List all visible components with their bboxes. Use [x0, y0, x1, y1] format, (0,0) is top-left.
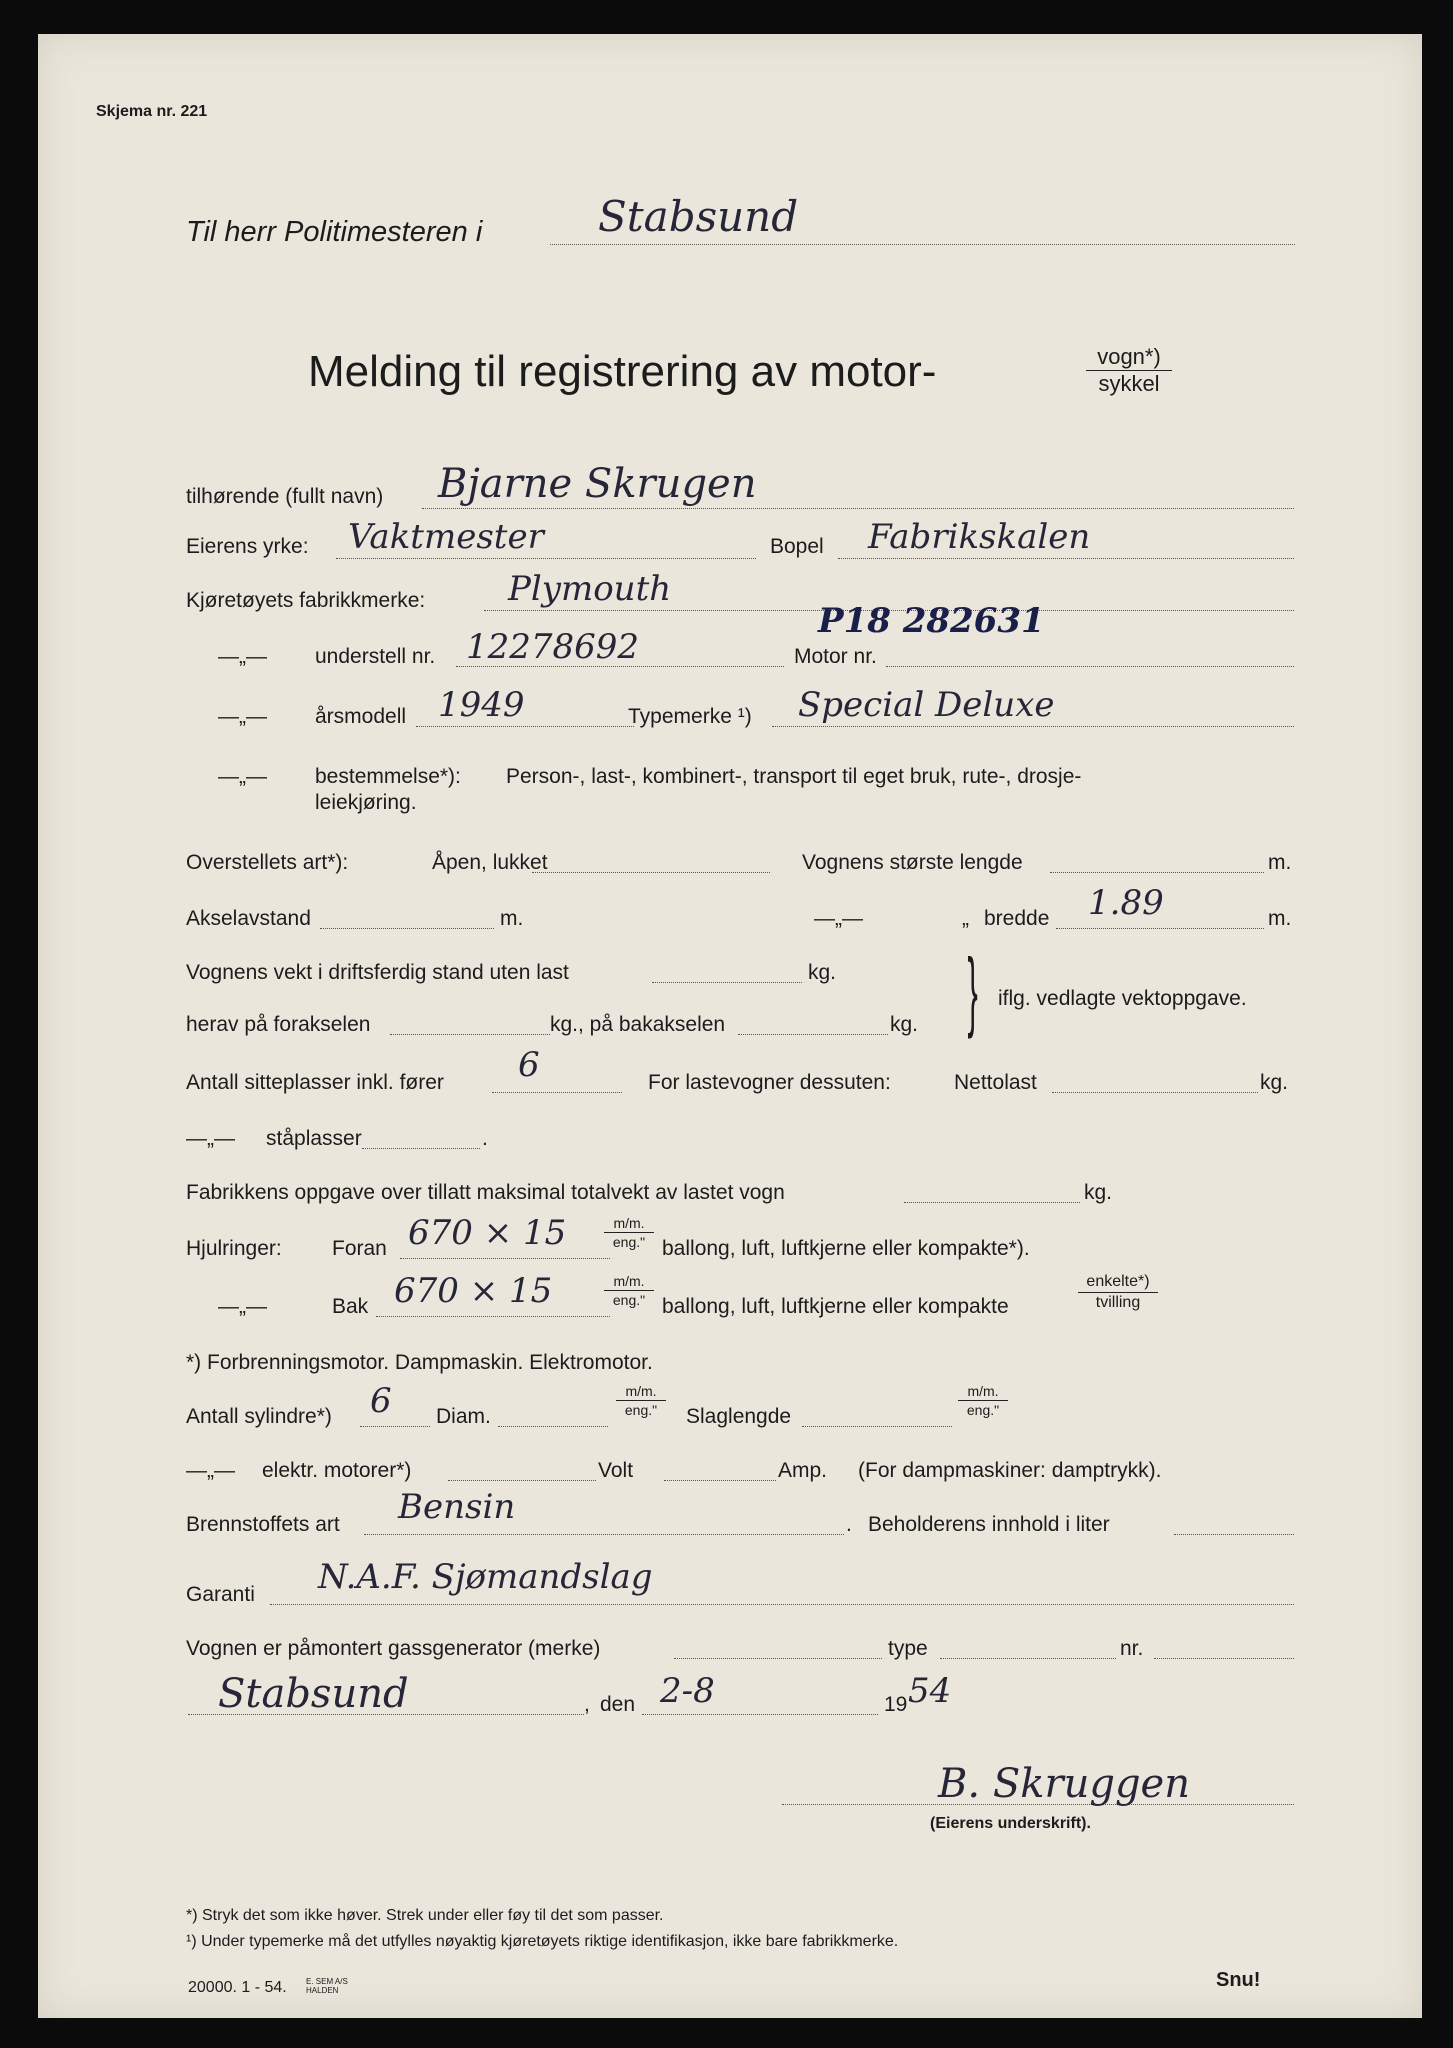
owner-name-label: tilhørende (fullt navn) [186, 485, 384, 508]
ditto-mark: —„— [814, 907, 863, 930]
weight-unit: kg. [808, 961, 837, 984]
signature-value[interactable]: B. Skruggen [938, 1761, 1190, 1807]
rear-axle-label: kg., på bakakselen [550, 1013, 726, 1036]
weight-label: Vognens vekt i driftsferdig stand uten last [186, 961, 569, 984]
warranty-line [270, 1604, 1294, 1605]
body-line [532, 872, 770, 873]
footnote-1: *) Stryk det som ikke høver. Strek under eller føy til det som passer. [186, 1907, 664, 1924]
tires-label: Hjulringer: [186, 1237, 282, 1260]
make-label: Kjøretøyets fabrikkmerke: [186, 589, 426, 612]
stroke-line [802, 1426, 952, 1427]
year-line [416, 726, 634, 727]
front-axle-line [390, 1034, 550, 1035]
bore-unit: m/m. eng." [616, 1384, 666, 1417]
max-weight-unit: kg. [1084, 1181, 1113, 1204]
addressee-label: Til herr Politimesteren i [186, 216, 483, 248]
netload-line [1052, 1092, 1258, 1093]
weight-line [652, 982, 802, 983]
tires-single-twin: enkelte*) tvilling [1078, 1274, 1158, 1311]
addressee-line [550, 244, 1295, 245]
body-options: Åpen, lukket [432, 851, 548, 874]
warranty-label: Garanti [186, 1583, 255, 1606]
ditto-mark: —„— [186, 1459, 235, 1482]
page-title: Melding til registrering av motor- [308, 347, 937, 396]
width-label: bredde [984, 907, 1050, 930]
purpose-options: Person-, last-, kombinert-, transport til eget bruk, rute-, drosje- [506, 765, 1082, 788]
purpose-options-cont: leiekjøring. [315, 791, 417, 814]
tires-rear-unit: m/m. eng." [604, 1274, 654, 1307]
width-value[interactable]: 1.89 [1088, 883, 1164, 923]
rear-axle-unit: kg. [890, 1013, 919, 1036]
gas-line [674, 1658, 882, 1659]
standing-line [362, 1148, 480, 1149]
date-year-prefix: 19 [884, 1693, 908, 1716]
steam-label: (For dampmaskiner: damptrykk). [858, 1459, 1162, 1482]
date-value[interactable]: 2-8 [660, 1671, 715, 1711]
standing-label: ståplasser [266, 1127, 362, 1150]
volt-line [664, 1480, 776, 1481]
place-value[interactable]: Stabsund [218, 1671, 409, 1717]
addressee-value[interactable]: Stabsund [598, 192, 799, 241]
owner-name-value[interactable]: Bjarne Skrugen [438, 461, 757, 507]
weight-brace: } [967, 940, 978, 1039]
chassis-label: understell nr. [315, 645, 436, 668]
print-info: 20000. 1 - 54. [188, 1979, 287, 1996]
gas-label: Vognen er påmontert gassgenerator (merke) [186, 1637, 601, 1660]
date-line [642, 1714, 878, 1715]
make-value[interactable]: Plymouth [508, 569, 672, 609]
date-year-suffix[interactable]: 54 [908, 1671, 952, 1711]
front-axle-label: herav på forakselen [186, 1013, 371, 1036]
ditto-mark: —„— [218, 1295, 267, 1318]
tires-front-types: ballong, luft, luftkjerne eller kompakte*). [662, 1237, 1030, 1260]
seats-label: Antall sitteplasser inkl. fører [186, 1071, 444, 1094]
bore-label: Diam. [436, 1405, 491, 1428]
cylinders-line [360, 1426, 430, 1427]
year-value[interactable]: 1949 [438, 685, 525, 725]
ditto-mark: —„— [218, 765, 267, 788]
occupation-label: Eierens yrke: [186, 535, 309, 558]
gas-nr-label: nr. [1120, 1637, 1144, 1660]
electric-line [448, 1480, 596, 1481]
bore-line [498, 1426, 608, 1427]
rear-axle-line [738, 1034, 888, 1035]
residence-label: Bopel [770, 535, 824, 558]
residence-line [838, 558, 1294, 559]
form-sheet [38, 34, 1422, 2018]
weight-note: iflg. vedlagte vektoppgave. [998, 987, 1247, 1010]
place-comma: , [584, 1693, 590, 1716]
owner-name-line [422, 508, 1294, 509]
length-line [1050, 872, 1264, 873]
body-label: Overstellets art*): [186, 851, 349, 874]
tires-rear-value[interactable]: 670 × 15 [394, 1271, 553, 1311]
tires-front-label: Foran [332, 1237, 387, 1260]
fuel-line [364, 1534, 844, 1535]
gas-nr-line [1154, 1658, 1294, 1659]
width-ditto: „ [962, 907, 969, 930]
length-unit: m. [1268, 851, 1292, 874]
netload-unit: kg. [1260, 1071, 1289, 1094]
motor-value[interactable]: P18 282631 [818, 601, 1045, 641]
width-line [1056, 928, 1264, 929]
amp-label: Amp. [778, 1459, 828, 1482]
cylinders-value[interactable]: 6 [370, 1381, 392, 1421]
seats-line [492, 1092, 622, 1093]
wheelbase-unit: m. [500, 907, 524, 930]
tires-rear-line [376, 1316, 610, 1317]
chassis-value[interactable]: 12278692 [466, 627, 640, 667]
turn-over-note: Snu! [1216, 1969, 1261, 1991]
type-label: Typemerke ¹) [628, 705, 752, 728]
ditto-mark: —„— [218, 645, 267, 668]
purpose-label: bestemmelse*): [315, 765, 461, 788]
type-line [772, 726, 1294, 727]
cylinders-label: Antall sylindre*) [186, 1405, 332, 1428]
width-unit: m. [1268, 907, 1292, 930]
signature-label: (Eierens underskrift). [930, 1815, 1091, 1832]
netload-label: Nettolast [954, 1071, 1037, 1094]
truck-label: For lastevogner dessuten: [648, 1071, 891, 1094]
ditto-mark: —„— [218, 705, 267, 728]
fuel-label: Brennstoffets art [186, 1513, 340, 1536]
tires-front-line [400, 1258, 610, 1259]
stroke-label: Slaglengde [686, 1405, 792, 1428]
tank-label: Beholderens innhold i liter [868, 1513, 1110, 1536]
year-label: årsmodell [315, 705, 407, 728]
residence-value[interactable]: Fabrikskalen [868, 517, 1091, 557]
standing-period: . [482, 1127, 488, 1150]
fuel-period: . [846, 1513, 852, 1536]
footnote-2: ¹) Under typemerke må det utfylles nøyaktig kjøretøyets riktige identifikasjon, ikke bare fabrikkmerke. [186, 1933, 899, 1950]
stroke-unit: m/m. eng." [958, 1384, 1008, 1417]
gas-type-label: type [888, 1637, 928, 1660]
type-value[interactable]: Special Deluxe [798, 685, 1055, 725]
date-label: den [600, 1693, 636, 1716]
volt-label: Volt [598, 1459, 634, 1482]
printer-mark: E. SEM A/S HALDEN [306, 1977, 348, 1995]
seats-value[interactable]: 6 [518, 1045, 540, 1085]
form-id: Skjema nr. 221 [96, 103, 208, 120]
wheelbase-label: Akselavstand [186, 907, 311, 930]
max-weight-label: Fabrikkens oppgave over tillatt maksimal totalvekt av lastet vogn [186, 1181, 785, 1204]
electric-label: elektr. motorer*) [262, 1459, 412, 1482]
fuel-value[interactable]: Bensin [398, 1487, 516, 1527]
max-weight-line [904, 1202, 1080, 1203]
length-label: Vognens største lengde [802, 851, 1023, 874]
motor-line [886, 666, 1294, 667]
tires-front-unit: m/m. eng." [604, 1216, 654, 1249]
title-fraction: vogn*) sykkel [1086, 346, 1172, 395]
motor-label: Motor nr. [794, 645, 877, 668]
tank-line [1174, 1534, 1294, 1535]
engine-types: *) Forbrenningsmotor. Dampmaskin. Elektromotor. [186, 1351, 653, 1374]
wheelbase-line [320, 928, 494, 929]
tires-rear-label: Bak [332, 1295, 369, 1318]
warranty-value[interactable]: N.A.F. Sjømandslag [318, 1557, 653, 1597]
tires-rear-types: ballong, luft, luftkjerne eller kompakte [662, 1295, 1009, 1318]
tires-front-value[interactable]: 670 × 15 [408, 1213, 567, 1253]
occupation-line [336, 558, 756, 559]
occupation-value[interactable]: Vaktmester [348, 517, 544, 557]
ditto-mark: —„— [186, 1127, 235, 1150]
gas-type-line [940, 1658, 1116, 1659]
